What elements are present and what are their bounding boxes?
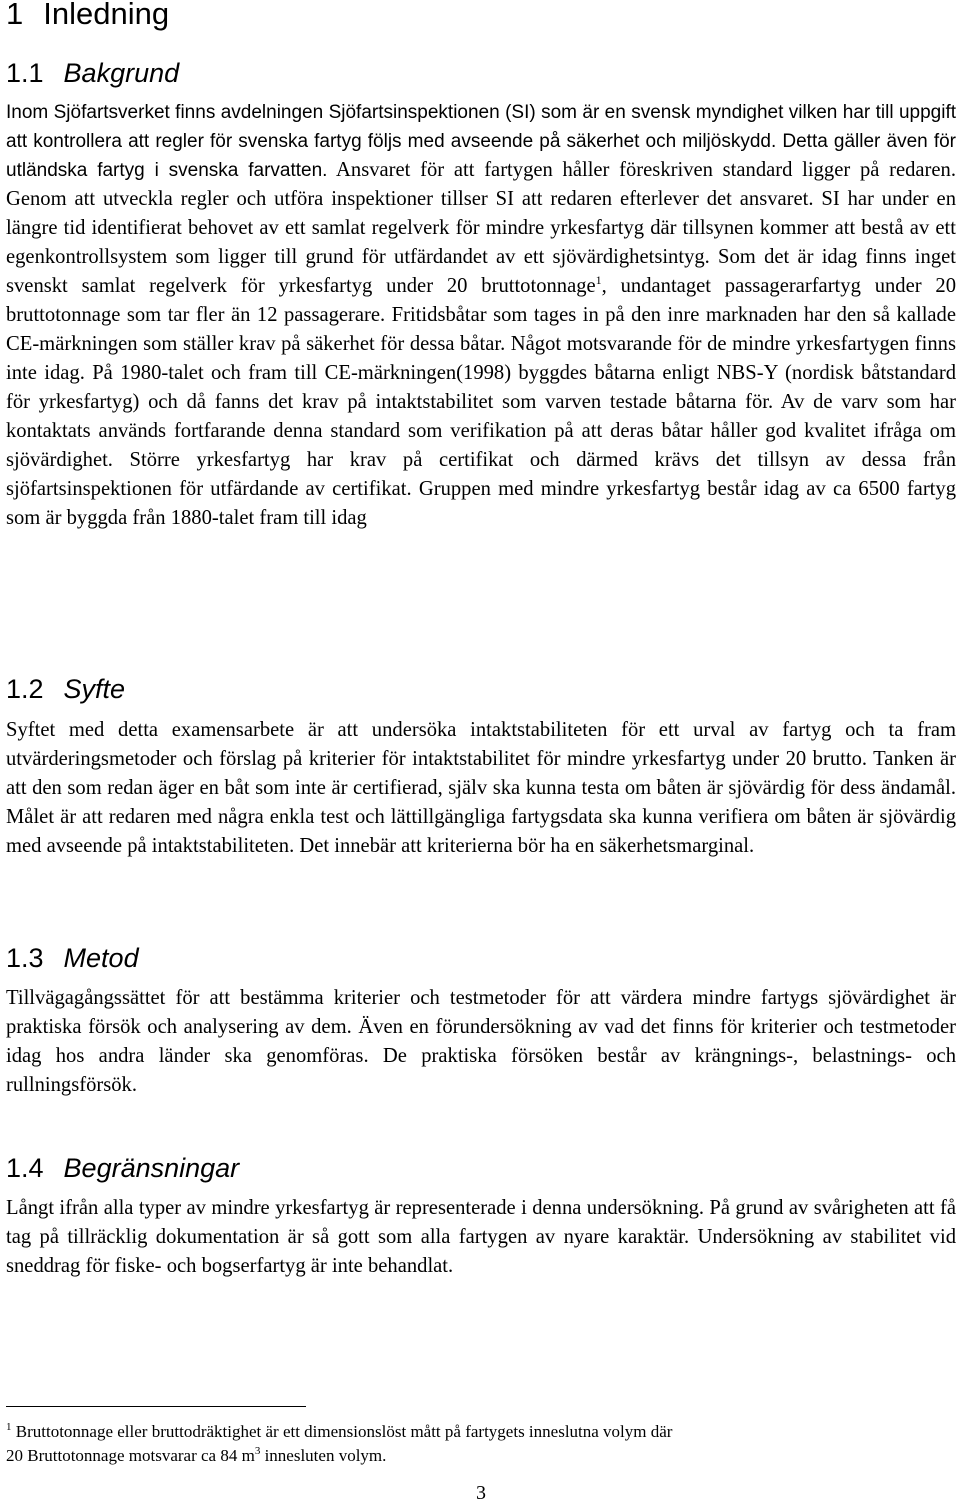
chapter-heading — [6, 0, 169, 32]
section-paragraph-bakgrund — [6, 98, 956, 533]
section-number: 1.3 — [6, 943, 44, 973]
section-title: Metod — [63, 943, 139, 973]
section-number: 1.2 — [6, 674, 44, 704]
section-title: Bakgrund — [63, 58, 180, 88]
footnote-separator — [6, 1406, 306, 1407]
chapter-title: Inledning — [43, 0, 170, 31]
paragraph-text-continued: , undantaget passagerarfartyg under 20 bruttotonnage som tar fler än 12 passagerare. Fritidsbåtar som tages in på den inre marknaden har den så kallade CE-märkningen som ställer krav på säkerhet för dessa båtar. Något motsvarande för de mindre yrkesfartygen finns inte idag. På 1980-talet och fram till CE-märkningen(1998) byggdes båtarna enligt NBS-Y (nordisk båtstandard för yrkesfartyg) och då fanns det krav på intaktstabilitet som varven testade båtarna för. Av de varv som har kontaktats används fortfarande denna standard som verifikation på att deras båtar håller god kvalitet ifråga om sjövärdighet. Större yrkesfartyg har krav på certifikat och därmed krävs det tillsyn av dessa från sjöfartsinspektionen för utfärdande av certifikat. Gruppen med mindre yrkesfartyg består idag av ca 6500 fartyg som är byggda från 1880-talet fram till idag — [6, 275, 956, 529]
section-number: 1.4 — [6, 1153, 44, 1183]
section-heading-metod — [6, 943, 139, 974]
paragraph-text: Ansvaret för att fartygen håller föreskriven standard ligger på redaren. Genom att utveckla regler och utföra inspektioner tillser SI att redaren efterlever det ansvaret. SI har under en längre tid identifierat behovet av ett samlat regelverk för mindre yrkesfartyg där tillsynen kommer att bestå av ett egenkontrollsystem som ligger till grund för utfärdandet av ett sjövärdighetsintyg. Som det är idag finns inget svenskt samlat regelverk för yrkesfartyg under 20 bruttotonnage — [6, 159, 956, 297]
section-heading-begransningar — [6, 1153, 239, 1184]
footnote-superscript: 3 — [254, 1445, 261, 1457]
section-number: 1.1 — [6, 58, 44, 88]
section-paragraph-begransningar: Långt ifrån alla typer av mindre yrkesfartyg är representerade i denna undersökning. På grund av svårigheten att få tag på tillräcklig dokumentation är så gott som alla fartygen av nyare karaktär. Undersökning av stabilitet vid sneddrag för fiske- och bogserfartyg är inte behandlat. — [6, 1197, 956, 1277]
page-number: 3 — [476, 1482, 486, 1504]
section-title: Syfte — [63, 674, 126, 704]
footnote-marker: 1 — [6, 1421, 12, 1433]
footnote-reference: 1 — [595, 273, 602, 287]
footnote-text-line2: 20 Bruttotonnage motsvarar ca 84 m — [6, 1446, 255, 1465]
paragraph-text-sans: Inom Sjöfartsverket finns avdelningen Sjöfartsinspektionen (SI) som är en svensk myndighet vilken har till uppgift att kontrollera att regler för svenska fartyg följs med avseende på säkerhet och miljöskydd. Detta gäller även för utländska fartyg i svenska farvatten. — [6, 102, 956, 181]
footnote-text-end: innesluten volym. — [260, 1446, 387, 1465]
footnote — [6, 1420, 946, 1468]
section-heading-syfte — [6, 674, 125, 705]
chapter-number: 1 — [6, 0, 24, 31]
section-title: Begränsningar — [63, 1153, 240, 1183]
section-paragraph-metod: Tillvägagångssättet för att bestämma kriterier och testmetoder för att värdera mindre fartygs sjövärdighet är praktiska försök och analysering av dem. Även en förundersökning av vad det finns för kriterier och testmetoder idag hos andra länder ska genomföras. De praktiska försöken består av krängnings-, belastnings- och rullningsförsök. — [6, 987, 956, 1096]
section-paragraph-syfte: Syftet med detta examensarbete är att undersöka intaktstabiliteten för ett urval av fartyg och ta fram utvärderingsmetoder och förslag på kriterier för intaktstabilitet för mindre yrkesfartyg under 20 brutto. Tanken är att den som redan äger en båt som inte är certifierad, själv ska kunna testa om båten är sjövärdig för dess ändamål. Målet är att redaren med några enkla test och lättillgängliga fartygsdata ska kunna verifiera om båten är sjövärdig med avseende på intaktstabiliteten. Det innebär att kriterierna bör ha en säkerhetsmarginal. — [6, 719, 956, 857]
section-heading-bakgrund — [6, 58, 179, 89]
footnote-text: Bruttotonnage eller bruttodräktighet är ett dimensionslöst mått på fartygets inneslutna volym där — [11, 1422, 673, 1441]
